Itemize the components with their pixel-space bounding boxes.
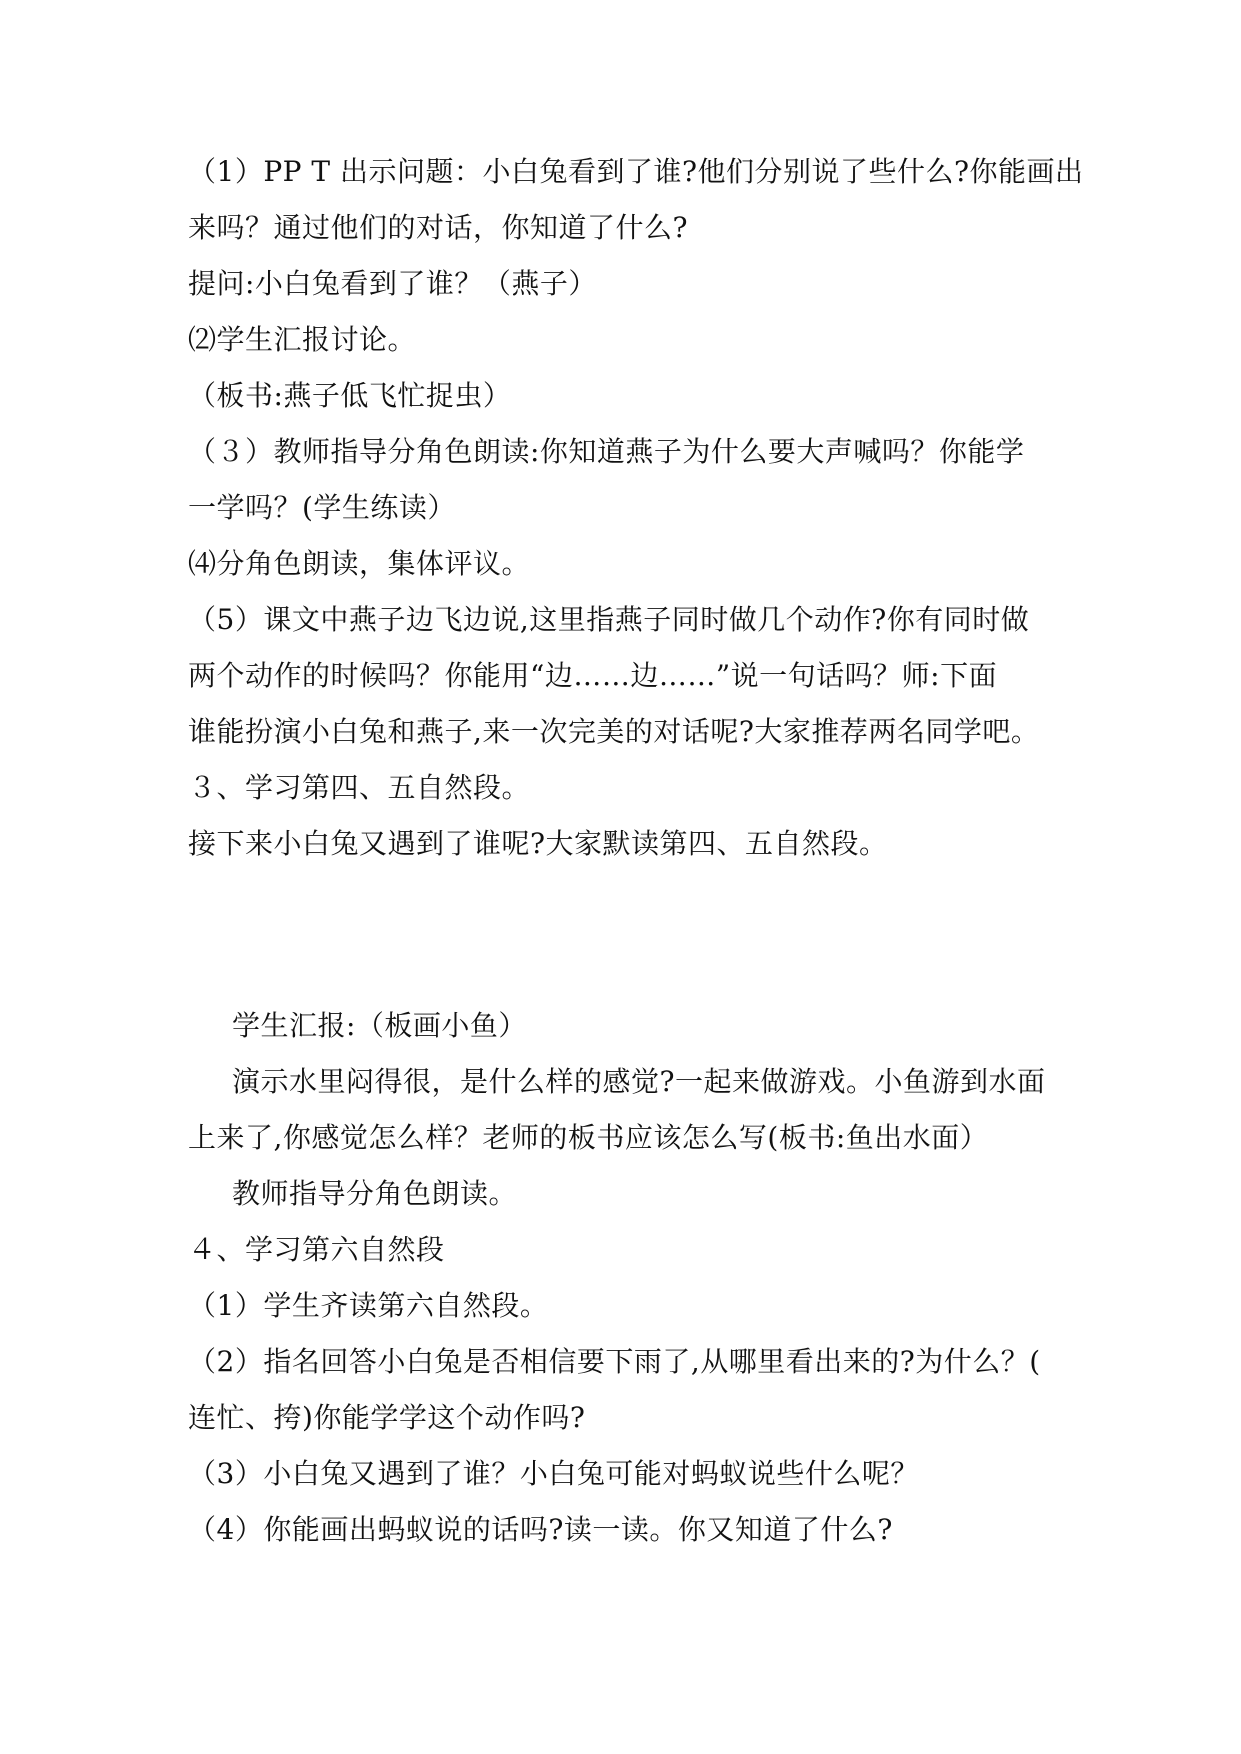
text-line: 两个动作的时候吗？你能用“边……边……”说一句话吗？师:下面: [188, 659, 998, 692]
text-line: 学生汇报:（板画小鱼）: [232, 1009, 527, 1042]
text-line: 来吗？通过他们的对话，你知道了什么?: [188, 211, 689, 244]
text-line: （2）指名回答小白兔是否相信要下雨了,从哪里看出来的?为什么？(: [188, 1345, 1041, 1378]
text-line: （5）课文中燕子边飞边说,这里指燕子同时做几个动作?你有同时做: [188, 603, 1030, 636]
text-line: 接下来小白兔又遇到了谁呢?大家默读第四、五自然段。: [188, 827, 888, 860]
text-line: 教师指导分角色朗读。: [232, 1177, 518, 1210]
text-line: 上来了,你感觉怎么样？老师的板书应该怎么写(板书:鱼出水面）: [188, 1121, 989, 1154]
text-line: 提问:小白兔看到了谁？（燕子）: [188, 267, 597, 300]
text-line: （1）PP T 出示问题：小白兔看到了谁?他们分别说了些什么?你能画出: [188, 155, 1084, 188]
text-line: （3）小白兔又遇到了谁？小白兔可能对蚂蚁说些什么呢？: [188, 1457, 919, 1490]
text-line: （1）学生齐读第六自然段。: [188, 1289, 549, 1322]
text-line: 连忙、挎)你能学学这个动作吗?: [188, 1401, 586, 1434]
text-line: 一学吗？(学生练读）: [188, 491, 456, 524]
text-line: （３）教师指导分角色朗读:你知道燕子为什么要大声喊吗？你能学: [188, 435, 1025, 468]
text-line: ⑵学生汇报讨论。: [188, 323, 417, 356]
text-line: ⑷分角色朗读，集体评议。: [188, 547, 531, 580]
text-line: 谁能扮演小白兔和燕子,来一次完美的对话呢?大家推荐两名同学吧。: [188, 715, 1040, 748]
text-line: 演示水里闷得很，是什么样的感觉?一起来做游戏。小鱼游到水面: [232, 1065, 1046, 1098]
text-line: ３、学习第四、五自然段。: [188, 771, 531, 804]
text-line: ４、学习第六自然段: [188, 1233, 445, 1266]
text-line: （4）你能画出蚂蚁说的话吗?读一读。你又知道了什么?: [188, 1513, 893, 1546]
text-line: （板书:燕子低飞忙捉虫）: [188, 379, 512, 412]
